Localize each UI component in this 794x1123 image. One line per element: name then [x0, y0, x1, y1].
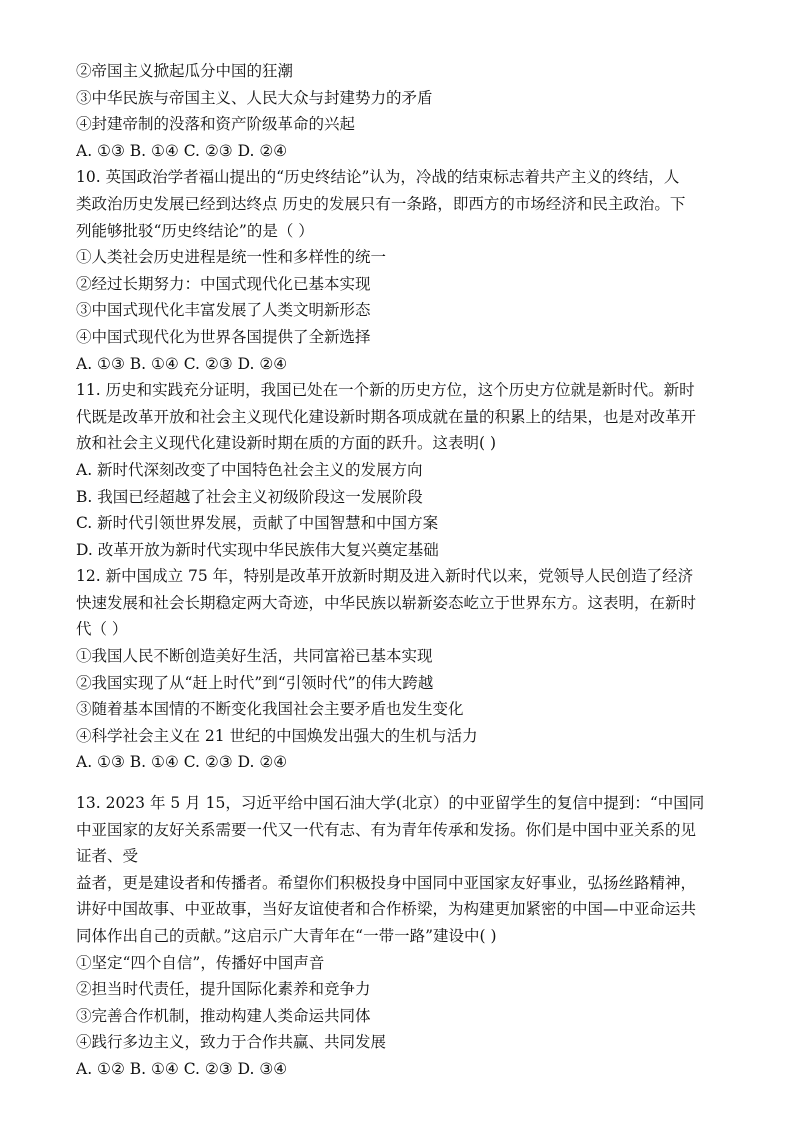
text-line: 中亚国家的友好关系需要一代又一代有志、有为青年传承和发扬。你们是中国中亚关系的见 [76, 820, 697, 839]
text-line: ④封建帝制的没落和资产阶级革命的兴起 [76, 115, 356, 134]
text-line: 证者、受 [76, 847, 139, 866]
text-line: ③完善合作机制，推动构建人类命运共同体 [76, 1006, 371, 1025]
option-b: B. 我国已经超越了社会主义初级阶段这一发展阶段 [76, 487, 423, 506]
text-line: 益者，更是建设者和传播者。希望你们积极投身中国同中亚国家友好事业，弘扬丝路精神， [76, 873, 697, 892]
question-10: 10. 英国政治学者福山提出的“历史终结论”认为，冷战的结束标志着共产主义的终结，人 [76, 168, 680, 187]
text-line: ②我国实现了从“赶上时代”到“引领时代”的伟大跨越 [76, 673, 434, 692]
text-line: ①我国人民不断创造美好生活，共同富裕已基本实现 [76, 647, 433, 666]
text-line: 讲好中国故事、中亚故事，当好友谊使者和合作桥梁，为构建更加紧密的中国—中亚命运共 [76, 900, 697, 919]
text-line: ④科学社会主义在 21 世纪的中国焕发出强大的生机与活力 [76, 726, 478, 745]
text-line: 快速发展和社会长期稳定两大奇迹，中华民族以崭新姿态屹立于世界东方。这表明，在新时 [76, 593, 697, 612]
text-line: ③随着基本国情的不断变化我国社会主要矛盾也发生变化 [76, 700, 464, 719]
text-line: 放和社会主义现代化建设新时期在质的方面的跃升。这表明( ) [76, 434, 497, 453]
text-line: ①人类社会历史进程是统一性和多样性的统一 [76, 248, 387, 267]
text-line: 列能够批驳“历史终结论”的是（ ） [76, 221, 314, 240]
text-block-1 [76, 58, 726, 776]
text-line: ④践行多边主义，致力于合作共赢、共同发展 [76, 1033, 387, 1052]
document-page [76, 58, 726, 1083]
text-line: 同体作出自己的贡献。”这启示广大青年在“一带一路”建设中( ) [76, 927, 497, 945]
text-line: ③中华民族与帝国主义、人民大众与封建势力的矛盾 [76, 88, 433, 107]
option-a: A. 新时代深刻改变了中国特色社会主义的发展方向 [76, 460, 423, 479]
text-line: 类政治历史发展已经到达终点 历史的发展只有一条路，即西方的市场经济和民主政治。下 [76, 194, 686, 213]
text-line: 代既是改革开放和社会主义现代化建设新时期各项成就在量的积累上的结果，也是对改革开 [76, 407, 697, 426]
text-line: ②担当时代责任，提升国际化素养和竞争力 [76, 980, 371, 999]
answer-options: A. ①③ B. ①④ C. ②③ D. ②④ [76, 141, 288, 160]
text-block-2 [76, 790, 726, 1083]
text-line: ③中国式现代化丰富发展了人类文明新形态 [76, 301, 371, 320]
question-13: 13. 2023 年 5 月 15，习近平给中国石油大学(北京）的中亚留学生的复信中提到：“中国同 [76, 794, 705, 813]
answer-options: A. ①③ B. ①④ C. ②③ D. ②④ [76, 753, 288, 772]
text-line: ②经过长期努力：中国式现代化已基本实现 [76, 274, 371, 293]
question-12: 12. 新中国成立 75 年，特别是改革开放新时期及进入新时代以来，党领导人民创造了经济 [76, 567, 694, 586]
spacer [76, 776, 726, 790]
text-line: ④中国式现代化为世界各国提供了全新选择 [76, 327, 371, 346]
option-c: C. 新时代引领世界发展，贡献了中国智慧和中国方案 [76, 514, 439, 533]
option-d: D. 改革开放为新时代实现中华民族伟大复兴奠定基础 [76, 540, 439, 559]
text-line: ①坚定“四个自信”，传播好中国声音 [76, 953, 325, 972]
answer-options: A. ①③ B. ①④ C. ②③ D. ②④ [76, 354, 288, 373]
text-line: ②帝国主义掀起瓜分中国的狂潮 [76, 62, 294, 80]
text-line: 代（ ） [76, 620, 128, 639]
answer-options: A. ①② B. ①④ C. ②③ D. ③④ [76, 1059, 288, 1078]
question-11: 11. 历史和实践充分证明，我国已处在一个新的历史方位，这个历史方位就是新时代。新时 [76, 381, 695, 400]
